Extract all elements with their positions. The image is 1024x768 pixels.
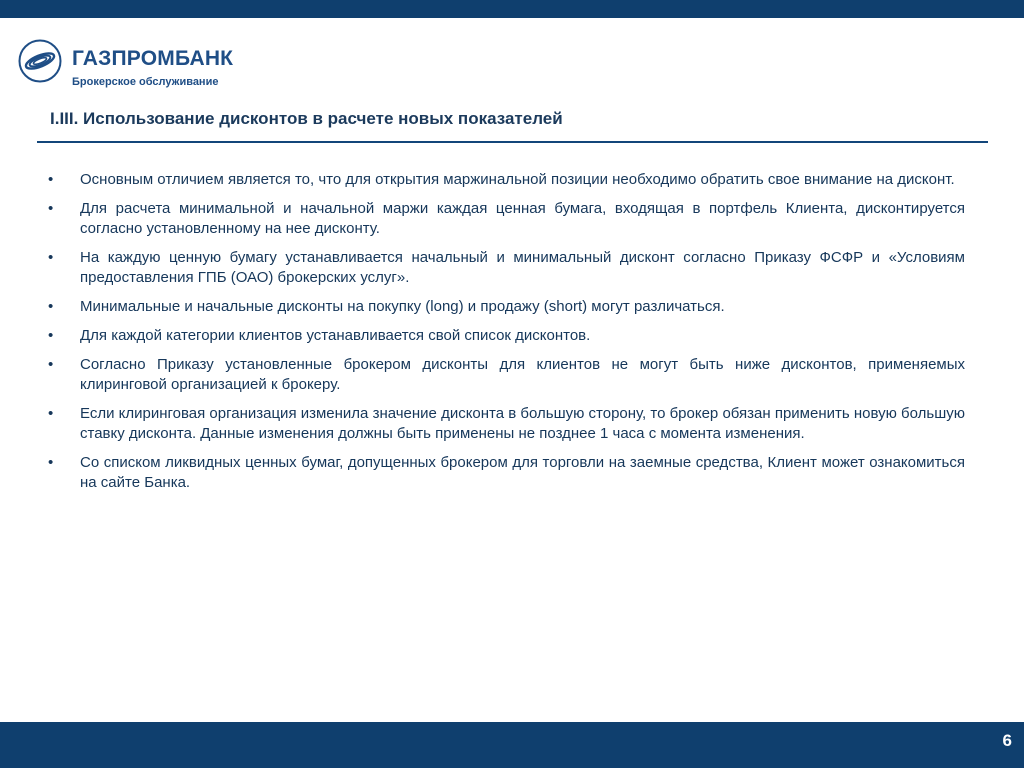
bullet-item xyxy=(48,453,965,493)
bullet-text: На каждую ценную бумагу устанавливается начальный и минимальный дисконт согласно Приказу ФСФР и «Условиям предоставления ГПБ (ОАО) брокерских услуг». xyxy=(80,249,965,286)
bullet-text: Основным отличием является то, что для открытия маржинальной позиции необходимо обратить свое внимание на дисконт. xyxy=(80,171,955,188)
bullet-marker: • xyxy=(48,405,54,422)
brand-name: ГАЗПРОМБАНК xyxy=(72,47,234,70)
bullet-marker: • xyxy=(48,327,54,344)
page-title: I.III. Использование дисконтов в расчете новых показателей xyxy=(50,109,563,128)
bullet-marker: • xyxy=(48,249,54,266)
bullet-marker: • xyxy=(48,454,54,471)
page-number: 6 xyxy=(1002,731,1012,750)
bullet-text: Минимальные и начальные дисконты на покупку (long) и продажу (short) могут различаться. xyxy=(80,298,725,315)
bullet-text: Согласно Приказу установленные брокером дисконты для клиентов не могут быть ниже дисконтов, применяемых клиринговой организацией к брокеру. xyxy=(80,356,965,393)
bullet-text: Если клиринговая организация изменила значение дисконта в большую сторону, то брокер обязан применить новую большую ставку дисконта. Данные изменения должны быть применены не позднее 1 часа с момента изменения. xyxy=(80,405,965,442)
bullet-marker: • xyxy=(48,171,54,188)
bullet-item xyxy=(48,170,965,190)
title-divider xyxy=(37,141,988,143)
top-bar xyxy=(0,0,1024,18)
gazprombank-logo-icon xyxy=(18,39,62,83)
bullet-marker: • xyxy=(48,298,54,315)
bullet-item xyxy=(48,404,965,444)
bottom-bar xyxy=(0,722,1024,768)
brand-subtitle: Брокерское обслуживание xyxy=(72,76,219,88)
bullet-item xyxy=(48,326,965,346)
bullet-text: Для каждой категории клиентов устанавливается свой список дисконтов. xyxy=(80,327,591,344)
bullet-item xyxy=(48,248,965,288)
bullet-item xyxy=(48,199,965,239)
bullet-item xyxy=(48,355,965,395)
bullet-list xyxy=(48,170,965,502)
bullet-text: Для расчета минимальной и начальной маржи каждая ценная бумага, входящая в портфель Клиента, дисконтируется согласно установленному на нее дисконту. xyxy=(80,200,965,237)
bullet-item xyxy=(48,297,965,317)
bullet-marker: • xyxy=(48,356,54,373)
bullet-marker: • xyxy=(48,200,54,217)
bullet-text: Со списком ликвидных ценных бумаг, допущенных брокером для торговли на заемные средства, Клиент может ознакомиться на сайте Банка. xyxy=(80,454,965,491)
